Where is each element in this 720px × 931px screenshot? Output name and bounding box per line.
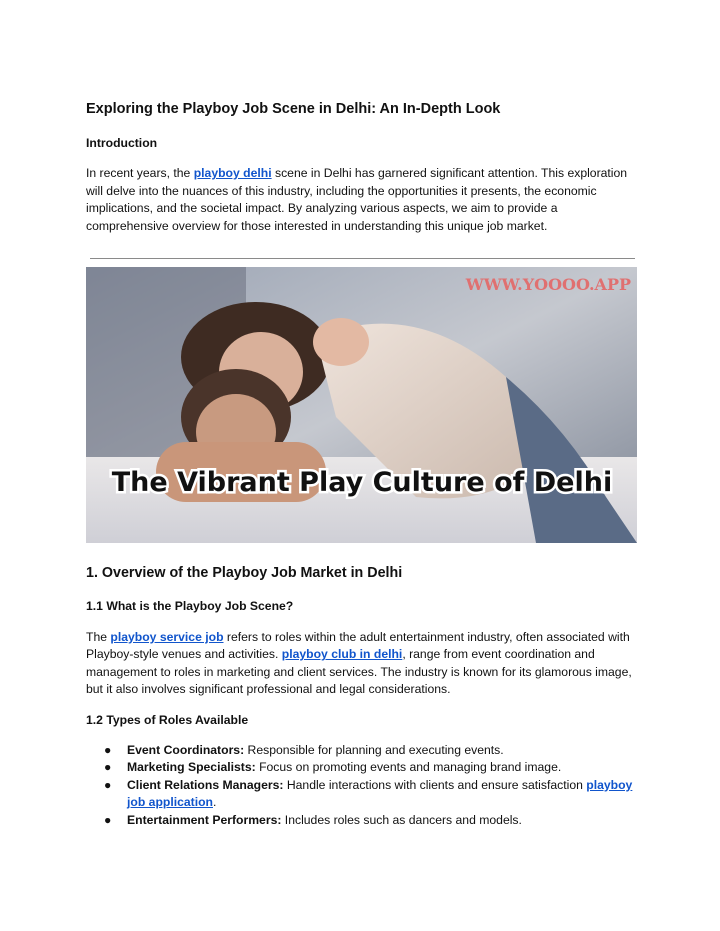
hero-caption: The Vibrant Play Culture of Delhi	[111, 467, 613, 498]
bullet-icon: ●	[104, 812, 112, 827]
role-text: Responsible for planning and executing events.	[244, 743, 504, 757]
intro-text-before: In recent years, the	[86, 166, 194, 180]
horizontal-divider	[90, 258, 635, 259]
document-title: Exploring the Playboy Job Scene in Delhi: An In-Depth Look	[86, 101, 501, 117]
role-text: Handle interactions with clients and ensure satisfaction	[283, 777, 587, 792]
list-item	[86, 759, 642, 776]
role-text-after: .	[213, 795, 217, 810]
playboy-job-application-link[interactable]: playboy job application	[127, 777, 633, 810]
watermark-text: WWW.YOOOO.APP	[465, 275, 631, 294]
bullet-icon: ●	[104, 777, 112, 792]
bullet-icon: ●	[104, 760, 112, 775]
what-text-2: refers to roles within the adult entertainment industry, often associated with Playboy-style venues and activities.	[86, 630, 630, 662]
role-label: Entertainment Performers:	[127, 812, 282, 827]
subsection-heading-what-is: 1.1 What is the Playboy Job Scene?	[86, 599, 294, 613]
intro-paragraph	[86, 165, 642, 235]
section-heading-overview: 1. Overview of the Playboy Job Market in Delhi	[86, 565, 403, 581]
playboy-service-job-link[interactable]: playboy service job	[110, 630, 224, 644]
what-is-paragraph	[86, 629, 642, 699]
what-text-1: The	[86, 630, 111, 644]
hero-image	[86, 267, 637, 543]
playboy-delhi-link[interactable]: playboy delhi	[193, 166, 272, 180]
role-text: Includes roles such as dancers and models.	[281, 812, 522, 827]
role-label: Client Relations Managers:	[127, 777, 284, 792]
playboy-club-in-delhi-link[interactable]: playboy club in delhi	[281, 647, 403, 662]
role-text: Focus on promoting events and managing brand image.	[255, 760, 562, 775]
list-item	[86, 777, 642, 812]
list-item	[86, 742, 642, 759]
role-label: Event Coordinators:	[127, 743, 245, 757]
bullet-icon: ●	[104, 743, 112, 757]
intro-text-after: scene in Delhi has garnered significant attention. This exploration will delve into the nuances of this industry, including the opportunities it presents, the economic implications, and the societal impact. By analyzing various aspects, we aim to provide a comprehensive overview for those interested in understanding this unique job market.	[86, 166, 628, 233]
subsection-heading-roles: 1.2 Types of Roles Available	[86, 713, 249, 727]
roles-list	[86, 742, 642, 829]
list-item	[86, 812, 642, 829]
intro-heading: Introduction	[86, 136, 158, 150]
role-label: Marketing Specialists:	[127, 760, 256, 775]
what-text-3: , range from event coordination and management to roles in marketing and client services. The industry is known for its glamorous image, but it also involves significant professional and legal considerations.	[86, 647, 632, 697]
